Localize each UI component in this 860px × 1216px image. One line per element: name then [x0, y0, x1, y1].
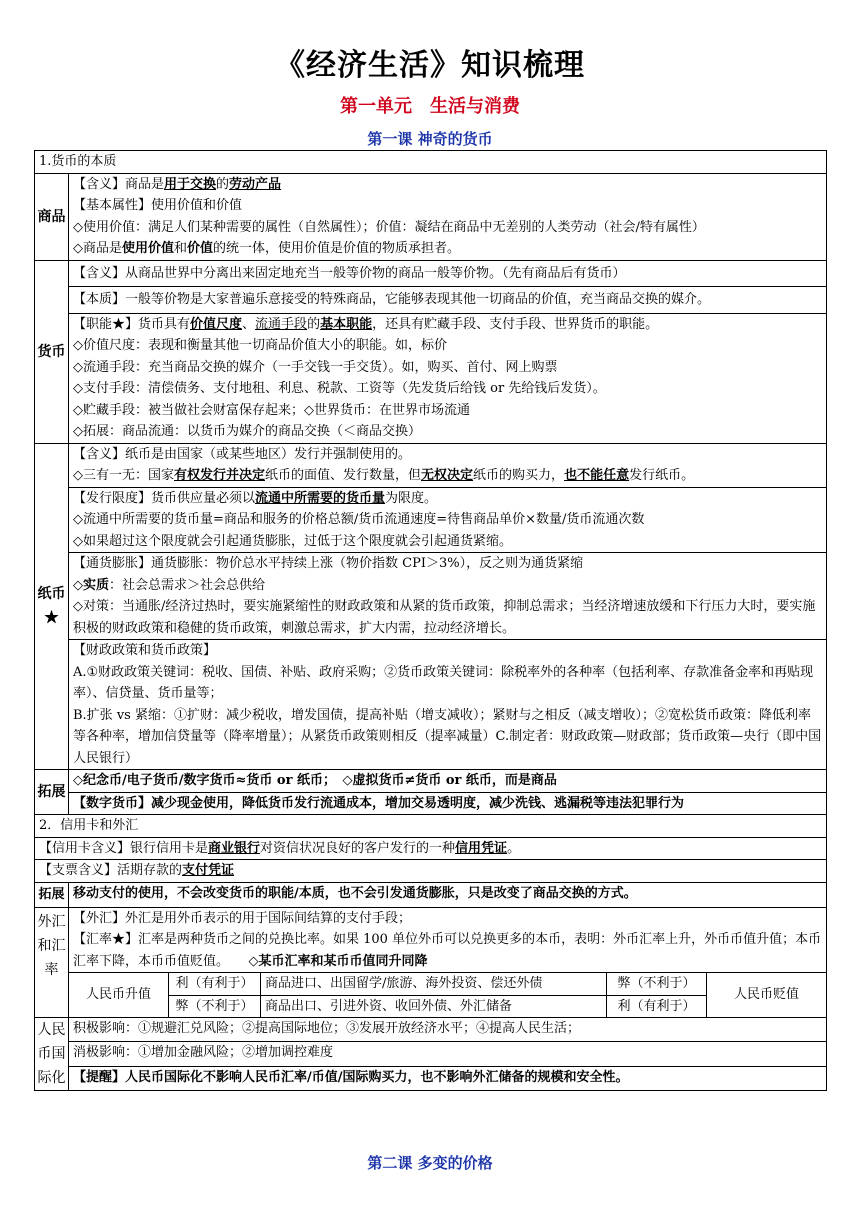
intl-row-2 [35, 1042, 827, 1066]
rmb-depreciation-label: 人民币贬值 [707, 973, 827, 1018]
commodity-value-def: ◇使用价值：满足人们某种需要的属性（自然属性）；价值：凝结在商品中无差别的人类劳动（社会/特有属性） [73, 219, 705, 235]
rmb-appreciation-label: 人民币升值 [69, 973, 169, 1018]
unit-heading: 第一单元 生活与消费 [340, 96, 520, 117]
money-function-circulation: ◇流通手段：充当商品交换的媒介（一手交钱一手交货）。如，购买、首付、网上购票 [73, 359, 558, 375]
commodity-attributes: 【基本属性】使用价值和价值 [73, 198, 243, 213]
appreciation-pro: 利（有利于） [169, 973, 261, 996]
section2-heading-row [35, 815, 827, 838]
paper-policy: 【财政政策和货币政策】 A.①财政政策关键词：税收、国债、补贴、政府采购；②货币政策关键词：除税率外的各种率（包括利率、存款准备金率和再贴现率）、信贷量、货币量等； B.扩张 vs 紧缩：①扩财：减少税收，增发国债，提高补贴（增支减收）；紧财与之相反（减支增收）；②宽松货币政策：降低利率等各种率，增加信贷量等（降率增量）；从紧货币政策则相反（提率减量）C.制定者：财政政策—财政部；货币政策—央行（即中国人民银行） [69, 640, 827, 770]
ext-line-1: ◇纪念币/电子货币/数字货币≈货币 or 纸币； ◇虚拟货币≠货币 or 纸币，而是商品 [69, 770, 827, 793]
credit-card-row [35, 837, 827, 860]
money-essence-row [35, 287, 827, 314]
money-functions [69, 313, 827, 443]
money-function-storage: ◇贮藏手段：被当做社会财富保存起来；◇世界货币：在世界市场流通 [73, 402, 470, 418]
paper-policy-row [35, 640, 827, 770]
lesson-heading: 第一课 神奇的货币 [367, 130, 493, 148]
ext-side-label: 拓展 [35, 770, 69, 815]
commodity-unity: ◇商品是使用价值和价值的统一体，使用价值是价值的物质承担者。 [73, 241, 461, 256]
fx-impact-row-1 [35, 973, 827, 996]
intl-side-label: 人民币国际化 [35, 1018, 69, 1091]
credit-card-meaning: 【信用卡含义】银行信用卡是商业银行对资信状况良好的客户发行的一种信用凭证。 [35, 837, 827, 860]
fx-content: 【外汇】外汇是用外币表示的用于国际间结算的支付手段； 【汇率★】汇率是两种货币之间的兑换比率。如果 100 单位外币可以兑换更多的本币，表明：外币汇率上升，外币币值升值；本币汇率下降，本币币值贬值。 ◇某币汇率和某币币值同升同降 [69, 907, 827, 973]
money-functions-row [35, 313, 827, 443]
mobile-pay-side: 拓展 [35, 882, 69, 907]
intl-positive: 积极影响：①规避汇兑风险；②提高国际地位；③发展开放经济水平；④提高人民生活； [69, 1018, 827, 1042]
commodity-side-label: 商品 [35, 173, 69, 260]
mobile-pay-text: 移动支付的使用，不会改变货币的职能/本质，也不会引发通货膨胀，只是改变了商品交换的方式。 [69, 882, 827, 907]
paper-limit: 【发行限度】货币供应量必须以流通中所需要的货币量为限度。 ◇流通中所需要的货币量=商品和服务的价格总额/货币流通速度=待售商品单价×数量/货币流通次数 ◇如果超过这个限度就会引起通货膨胀，过低于这个限度就会引起通货紧缩。 [69, 487, 827, 553]
paper-limit-row [35, 487, 827, 553]
intl-negative: 消极影响：①增加金融风险；②增加调控难度 [69, 1042, 827, 1066]
ext-line-2: 【数字货币】减少现金使用，降低货币发行流通成本，增加交易透明度，减少洗钱、逃漏税等违法犯罪行为 [69, 792, 827, 815]
appreciation-pro-items: 商品进口、出国留学/旅游、海外投资、偿还外债 [261, 973, 607, 996]
knowledge-table [34, 150, 827, 1091]
section1-heading: 1.货币的本质 [35, 151, 827, 174]
paper-three-one: ◇三有一无：国家有权发行并决定纸币的面值、发行数量，但无权决定纸币的购买力，也不能任意发行纸币。 [73, 468, 695, 483]
appreciation-con-items: 商品出口、引进外资、收回外债、外汇储备 [261, 995, 607, 1018]
money-meaning-row [35, 260, 827, 287]
document-page [34, 0, 826, 1091]
paper-meaning-row [35, 443, 827, 487]
appreciation-con: 弊（不利于） [169, 995, 261, 1018]
paper-meaning: 【含义】纸币是由国家（或某些地区）发行并强制使用的。 ◇三有一无：国家有权发行并决定纸币的面值、发行数量，但无权决定纸币的购买力，也不能任意发行纸币。 [69, 443, 827, 487]
money-function-payment: ◇支付手段：清偿债务、支付地租、利息、税款、工资等（先发货后给钱 or 先给钱后发货）。 [73, 381, 606, 396]
ext-row-2 [35, 792, 827, 815]
fx-row-1 [35, 907, 827, 973]
intl-reminder: 【提醒】人民币国际化不影响人民币汇率/币值/国际购买力，也不影响外汇储备的规模和安全性。 [69, 1066, 827, 1090]
section2-heading: 2．信用卡和外汇 [35, 815, 827, 838]
cheque-meaning: 【支票含义】活期存款的支付凭证 [35, 860, 827, 883]
intl-row-1 [35, 1018, 827, 1042]
paper-inflation: 【通货膨胀】通货膨胀：物价总水平持续上涨（物价指数 CPI＞3%），反之则为通货紧缩 ◇实质：社会总需求＞社会总供给 ◇对策：当通胀/经济过热时，要实施紧缩性的财政政策和从紧的货币政策，抑制总需求；当经济增速放缓和下行压力大时，要实施积极的财政政策和稳健的货币政策，刺激总需求，扩大内需，拉动经济增长。 [69, 553, 827, 640]
commodity-meaning: 【含义】商品是用于交换的劳动产品 [73, 176, 282, 192]
next-lesson-heading: 第二课 多变的价格 [367, 1154, 493, 1172]
section1-heading-row [35, 151, 827, 174]
mobile-pay-row [35, 882, 827, 907]
intl-row-3 [35, 1066, 827, 1090]
depreciation-pro: 利（有利于） [607, 995, 707, 1018]
money-side-label: 货币 [35, 260, 69, 443]
document-title: 《经济生活》知识梳理 [275, 48, 585, 83]
ext-row-1 [35, 770, 827, 793]
money-meaning: 【含义】从商品世界中分离出来固定地充当一般等价物的商品一般等价物。（先有商品后有货币） [69, 260, 827, 287]
fx-side-label: 外汇和汇率 [35, 907, 69, 1018]
commodity-content [69, 173, 827, 260]
money-essence: 【本质】一般等价物是大家普遍乐意接受的特殊商品，它能够表现其他一切商品的价值，充当商品交换的媒介。 [69, 287, 827, 314]
cheque-row [35, 860, 827, 883]
paper-side-label: 纸币★ [35, 443, 69, 770]
money-function-measure: ◇价值尺度：表现和衡量其他一切商品价值大小的职能。如，标价 [73, 338, 447, 353]
money-functions-intro: 【职能★】货币具有价值尺度、流通手段的基本职能，还具有贮藏手段、支付手段、世界货币的职能。 [73, 316, 659, 332]
money-function-extension: ◇拓展：商品流通：以货币为媒介的商品交换（＜商品交换） [73, 424, 421, 439]
depreciation-con: 弊（不利于） [607, 973, 707, 996]
commodity-row [35, 173, 827, 260]
paper-inflation-row [35, 553, 827, 640]
